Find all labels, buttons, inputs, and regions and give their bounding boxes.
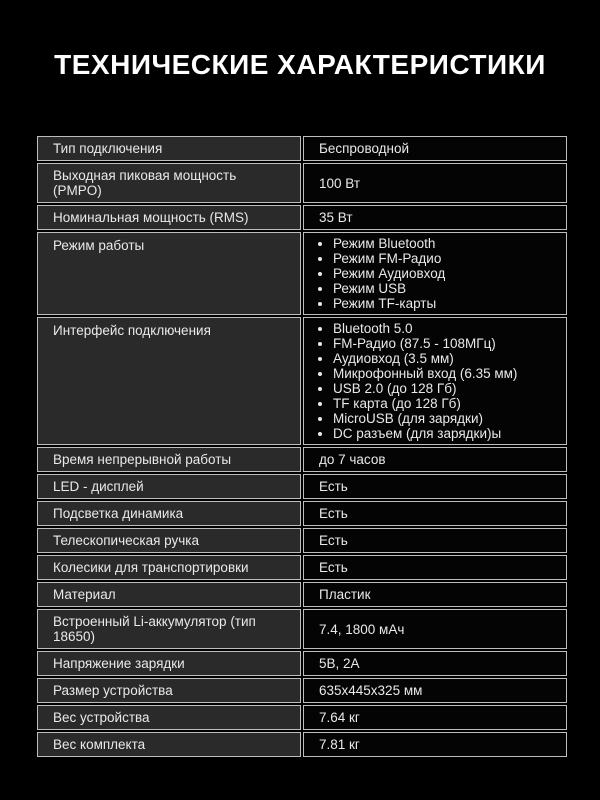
spec-label: Размер устройства bbox=[37, 678, 301, 703]
spec-label: LED - дисплей bbox=[37, 474, 301, 499]
table-row bbox=[37, 555, 567, 580]
spec-label: Режим работы bbox=[37, 232, 301, 315]
spec-label: Вес комплекта bbox=[37, 732, 301, 757]
spec-value: до 7 часов bbox=[303, 447, 567, 472]
spec-value-list bbox=[319, 321, 517, 441]
spec-value-list bbox=[319, 236, 445, 311]
spec-value-list-item: • FM-Радио (87.5 - 108МГц) bbox=[333, 336, 517, 351]
spec-value-list-item: • TF карта (до 128 Гб) bbox=[333, 396, 517, 411]
spec-label: Материал bbox=[37, 582, 301, 607]
table-row bbox=[37, 732, 567, 757]
spec-label: Колесики для транспортировки bbox=[37, 555, 301, 580]
spec-label: Вес устройства bbox=[37, 705, 301, 730]
table-row bbox=[37, 582, 567, 607]
table-row bbox=[37, 651, 567, 676]
spec-label: Выходная пиковая мощность (PMPO) bbox=[37, 163, 301, 203]
spec-table bbox=[37, 136, 567, 757]
spec-value bbox=[303, 232, 567, 315]
table-row bbox=[37, 317, 567, 445]
spec-label: Номинальная мощность (RMS) bbox=[37, 205, 301, 230]
spec-value-list-item: • DC разъем (для зарядки)ы bbox=[333, 426, 517, 441]
table-row bbox=[37, 447, 567, 472]
table-row bbox=[37, 232, 567, 315]
spec-value: Есть bbox=[303, 474, 567, 499]
spec-value-list-item: • Режим Аудиовход bbox=[333, 266, 445, 281]
table-row bbox=[37, 528, 567, 553]
spec-label: Подсветка динамика bbox=[37, 501, 301, 526]
spec-value: Есть bbox=[303, 555, 567, 580]
page bbox=[0, 49, 600, 800]
page-title: ТЕХНИЧЕСКИЕ ХАРАКТЕРИСТИКИ bbox=[54, 49, 546, 80]
spec-value: 7.81 кг bbox=[303, 732, 567, 757]
spec-value-list-item: • USB 2.0 (до 128 Гб) bbox=[333, 381, 517, 396]
table-row bbox=[37, 705, 567, 730]
spec-value-list-item: • Режим TF-карты bbox=[333, 296, 445, 311]
table-row bbox=[37, 678, 567, 703]
table-row bbox=[37, 609, 567, 649]
spec-value: 35 Вт bbox=[303, 205, 567, 230]
table-row bbox=[37, 474, 567, 499]
spec-value: 100 Вт bbox=[303, 163, 567, 203]
spec-value-list-item: • Bluetooth 5.0 bbox=[333, 321, 517, 336]
spec-value: 7.64 кг bbox=[303, 705, 567, 730]
spec-value: 5В, 2А bbox=[303, 651, 567, 676]
spec-value-list-item: • Режим Bluetooth bbox=[333, 236, 445, 251]
spec-label: Интерфейс подключения bbox=[37, 317, 301, 445]
spec-value bbox=[303, 317, 567, 445]
spec-value: Пластик bbox=[303, 582, 567, 607]
spec-value-list-item: • Режим USB bbox=[333, 281, 445, 296]
table-row bbox=[37, 136, 567, 161]
spec-value-list-item: • Режим FM-Радио bbox=[333, 251, 445, 266]
spec-value: Есть bbox=[303, 501, 567, 526]
spec-value: Беспроводной bbox=[303, 136, 567, 161]
table-row bbox=[37, 163, 567, 203]
table-row bbox=[37, 205, 567, 230]
spec-label: Тип подключения bbox=[37, 136, 301, 161]
spec-value-list-item: • MicroUSB (для зарядки) bbox=[333, 411, 517, 426]
spec-label: Напряжение зарядки bbox=[37, 651, 301, 676]
spec-value: 7.4, 1800 мАч bbox=[303, 609, 567, 649]
table-row bbox=[37, 501, 567, 526]
spec-label: Телескопическая ручка bbox=[37, 528, 301, 553]
spec-value: 635x445x325 мм bbox=[303, 678, 567, 703]
spec-value: Есть bbox=[303, 528, 567, 553]
spec-value-list-item: • Микрофонный вход (6.35 мм) bbox=[333, 366, 517, 381]
spec-label: Время непрерывной работы bbox=[37, 447, 301, 472]
spec-value-list-item: • Аудиовход (3.5 мм) bbox=[333, 351, 517, 366]
spec-label: Встроенный Li-аккумулятор (тип 18650) bbox=[37, 609, 301, 649]
